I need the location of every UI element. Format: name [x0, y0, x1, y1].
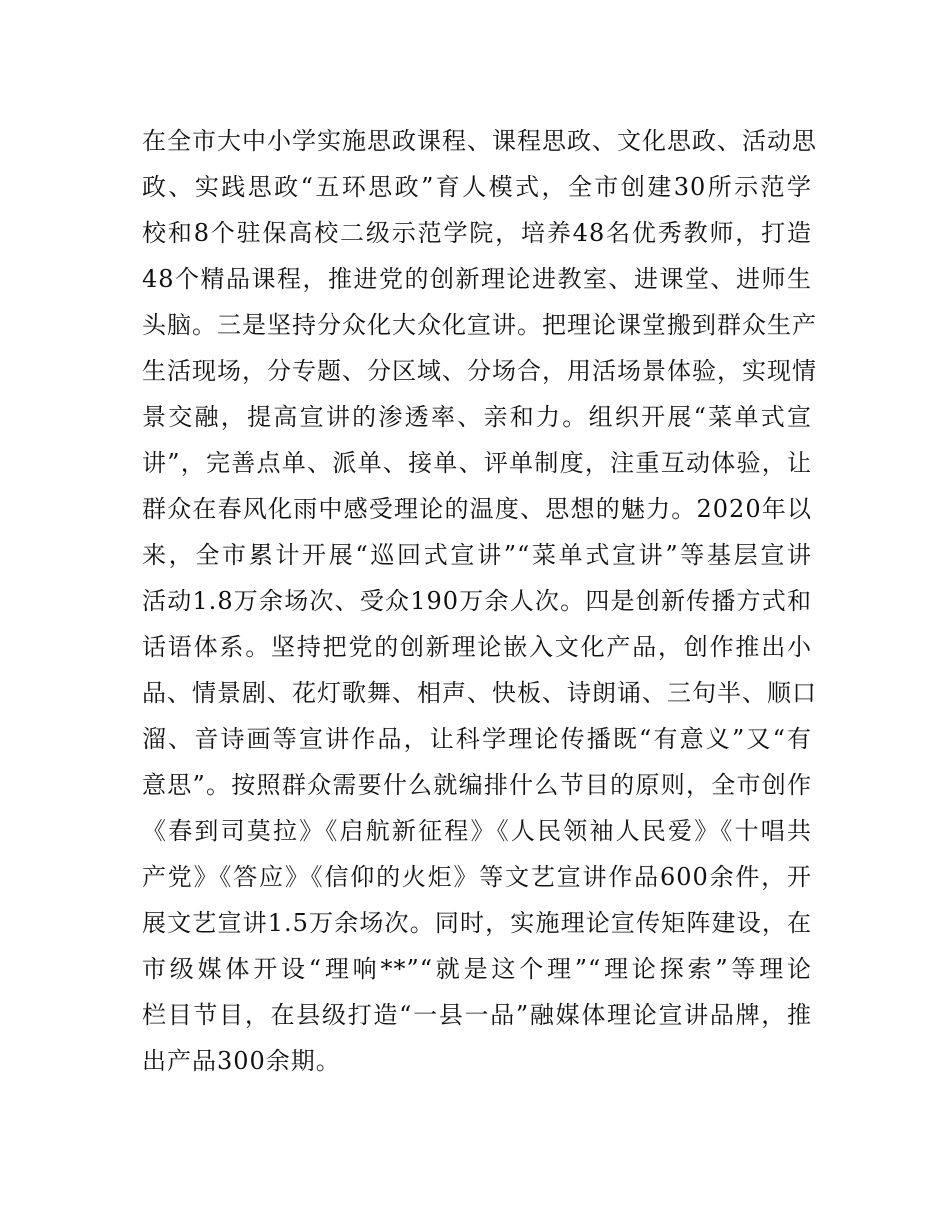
text-line: 栏目节目，在县级打造“一县一品”融媒体理论宣讲品牌，推	[142, 1001, 812, 1029]
text-line: 展文艺宣讲1.5万余场次。同时，实施理论宣传矩阵建设，在	[142, 909, 812, 937]
text-line: 《春到司莫拉》《启航新征程》《人民领袖人民爱》《十唱共	[142, 817, 812, 845]
text-line: 品、情景剧、花灯歌舞、相声、快板、诗朗诵、三句半、顺口	[142, 679, 817, 707]
text-line: 讲”，完善点单、派单、接单、评单制度，注重互动体验，让	[142, 449, 812, 477]
text-line: 活动1.8万余场次、受众190万余人次。四是创新传播方式和	[142, 587, 812, 615]
text-line: 来，全市累计开展“巡回式宣讲”“菜单式宣讲”等基层宣讲	[142, 541, 812, 569]
text-line: 政、实践思政“五环思政”育人模式，全市创建30所示范学	[142, 173, 812, 201]
text-line: 48个精品课程，推进党的创新理论进教室、进课堂、进师生	[142, 265, 812, 293]
text-line: 校和8个驻保高校二级示范学院，培养48名优秀教师，打造	[142, 219, 812, 247]
text-line: 群众在春风化雨中感受理论的温度、思想的魅力。2020年以	[142, 495, 812, 523]
text-line: 头脑。三是坚持分众化大众化宣讲。把理论课堂搬到群众生产	[142, 311, 817, 339]
text-line: 市级媒体开设“理响**”“就是这个理”“理论探索”等理论	[142, 955, 812, 983]
body-paragraph	[142, 118, 817, 1084]
text-line: 话语体系。坚持把党的创新理论嵌入文化产品，创作推出小	[142, 633, 812, 661]
text-line: 溜、音诗画等宣讲作品，让科学理论传播既“有意义”又“有	[142, 725, 812, 753]
text-line: 在全市大中小学实施思政课程、课程思政、文化思政、活动思	[142, 127, 817, 155]
text-line: 意思”。按照群众需要什么就编排什么节目的原则，全市创作	[142, 771, 812, 799]
text-line: 生活现场，分专题、分区域、分场合，用活场景体验，实现情	[142, 357, 817, 385]
text-line: 出产品300余期。	[142, 1047, 341, 1075]
text-line: 产党》《答应》《信仰的火炬》等文艺宣讲作品600余件，开	[142, 863, 812, 891]
text-line: 景交融，提高宣讲的渗透率、亲和力。组织开展“菜单式宣	[142, 403, 812, 431]
